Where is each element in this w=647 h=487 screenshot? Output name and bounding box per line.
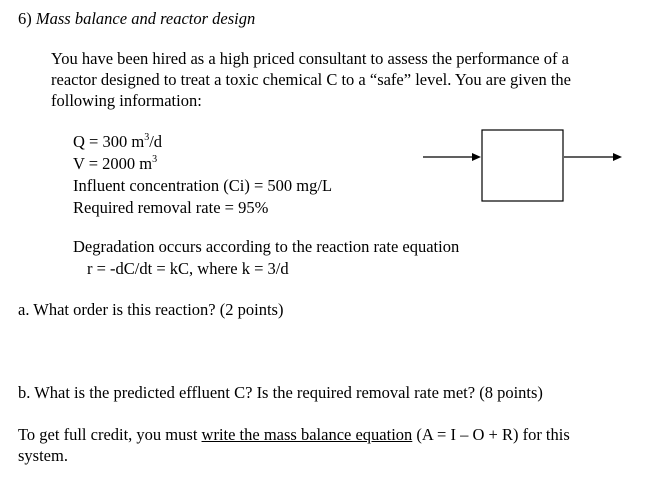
mass-balance-equation: (A = I – O + R) for this [412, 425, 570, 444]
outflow-arrowhead [613, 153, 622, 161]
intro-line: You have been hired as a high priced consultant to assess the performance of a [51, 49, 569, 68]
credit-line-2: system. [18, 446, 68, 465]
given-information [73, 131, 332, 219]
intro-paragraph [51, 48, 631, 111]
volume-exponent: 3 [152, 153, 158, 165]
degradation-text: Degradation occurs according to the reaction rate equation [73, 237, 460, 256]
volume-value: V = 2000 m [73, 154, 153, 173]
credit-note [18, 424, 638, 466]
reactor-diagram [420, 126, 630, 206]
rate-equation: r = -dC/dt = kC, where k = 3/d [87, 259, 289, 278]
question-title: Mass balance and reactor design [35, 9, 256, 28]
mass-balance-instruction: write the mass balance equation [201, 425, 413, 444]
credit-prefix: To get full credit, you must [18, 425, 202, 444]
volume [73, 153, 332, 175]
required-removal: Required removal rate = 95% [73, 198, 269, 217]
question-number: 6) [18, 9, 32, 28]
influent-concentration: Influent concentration (Ci) = 500 mg/L [73, 176, 333, 195]
intro-line: following information: [51, 91, 202, 110]
flow-rate-value: Q = 300 m [73, 132, 145, 151]
reactor-box [482, 130, 563, 201]
flow-rate [73, 131, 332, 153]
credit-line [18, 424, 638, 445]
question-b: b. What is the predicted effluent C? Is the required removal rate met? (8 points) [18, 383, 543, 402]
flow-rate-exponent: 3 [144, 131, 150, 143]
question-heading [18, 8, 255, 29]
intro-line: reactor designed to treat a toxic chemical C to a “safe” level. You are given the [51, 70, 571, 89]
flow-rate-unit: /d [149, 132, 163, 151]
question-a: a. What order is this reaction? (2 points) [18, 300, 284, 319]
inflow-arrowhead [472, 153, 481, 161]
